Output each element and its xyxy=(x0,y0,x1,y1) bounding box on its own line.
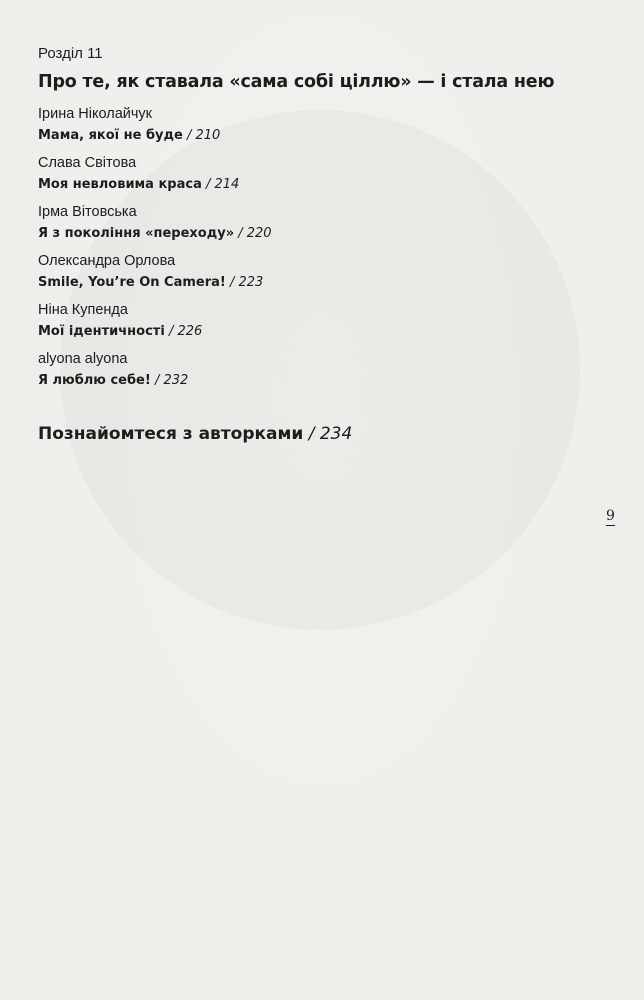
toc-entry xyxy=(38,300,608,342)
entry-title: Я люблю себе! xyxy=(38,373,151,388)
entry-line xyxy=(38,272,608,293)
entry-line xyxy=(38,174,608,195)
entry-author: Слава Світова xyxy=(38,155,137,171)
toc-entry xyxy=(38,153,608,195)
entry-page: / 210 xyxy=(187,128,221,143)
toc-entry xyxy=(38,104,608,146)
table-of-contents xyxy=(38,44,608,463)
toc-entry xyxy=(38,251,608,293)
entry-title: Мої ідентичності xyxy=(38,324,165,339)
entry-line xyxy=(38,370,608,391)
entry-line xyxy=(38,321,608,342)
entry-page: / 220 xyxy=(238,226,272,241)
authors-section-entry xyxy=(38,422,608,446)
toc-entry xyxy=(38,349,608,391)
entry-title: Я з покоління «переходу» xyxy=(38,226,235,241)
entry-title: Smile, You’re On Camera! xyxy=(38,275,226,290)
section-title: Про те, як ставала «сама собі ціллю» — і стала нею xyxy=(38,72,555,92)
page-number: 9 xyxy=(606,508,615,524)
entry-author: Ніна Купенда xyxy=(38,302,128,318)
entry-author: alyona alyona xyxy=(38,351,128,367)
entry-line xyxy=(38,125,608,146)
entry-title: Мама, якої не буде xyxy=(38,128,183,143)
entry-title: Моя невловима краса xyxy=(38,177,202,192)
authors-section-page: / 234 xyxy=(308,424,353,444)
entry-page: / 232 xyxy=(154,373,189,388)
entry-page: / 226 xyxy=(168,324,203,339)
toc-entry xyxy=(38,202,608,244)
entry-page: / 214 xyxy=(206,177,240,192)
entry-author: Ірма Вітовська xyxy=(38,204,137,220)
section-label: Розділ 11 xyxy=(38,45,103,62)
entry-author: Ірина Ніколайчук xyxy=(38,106,153,122)
authors-section-title: Познайомтеся з авторками xyxy=(38,424,304,444)
entry-author: Олександра Орлова xyxy=(38,253,176,269)
entry-line xyxy=(38,223,608,244)
entry-page: / 223 xyxy=(229,275,264,290)
